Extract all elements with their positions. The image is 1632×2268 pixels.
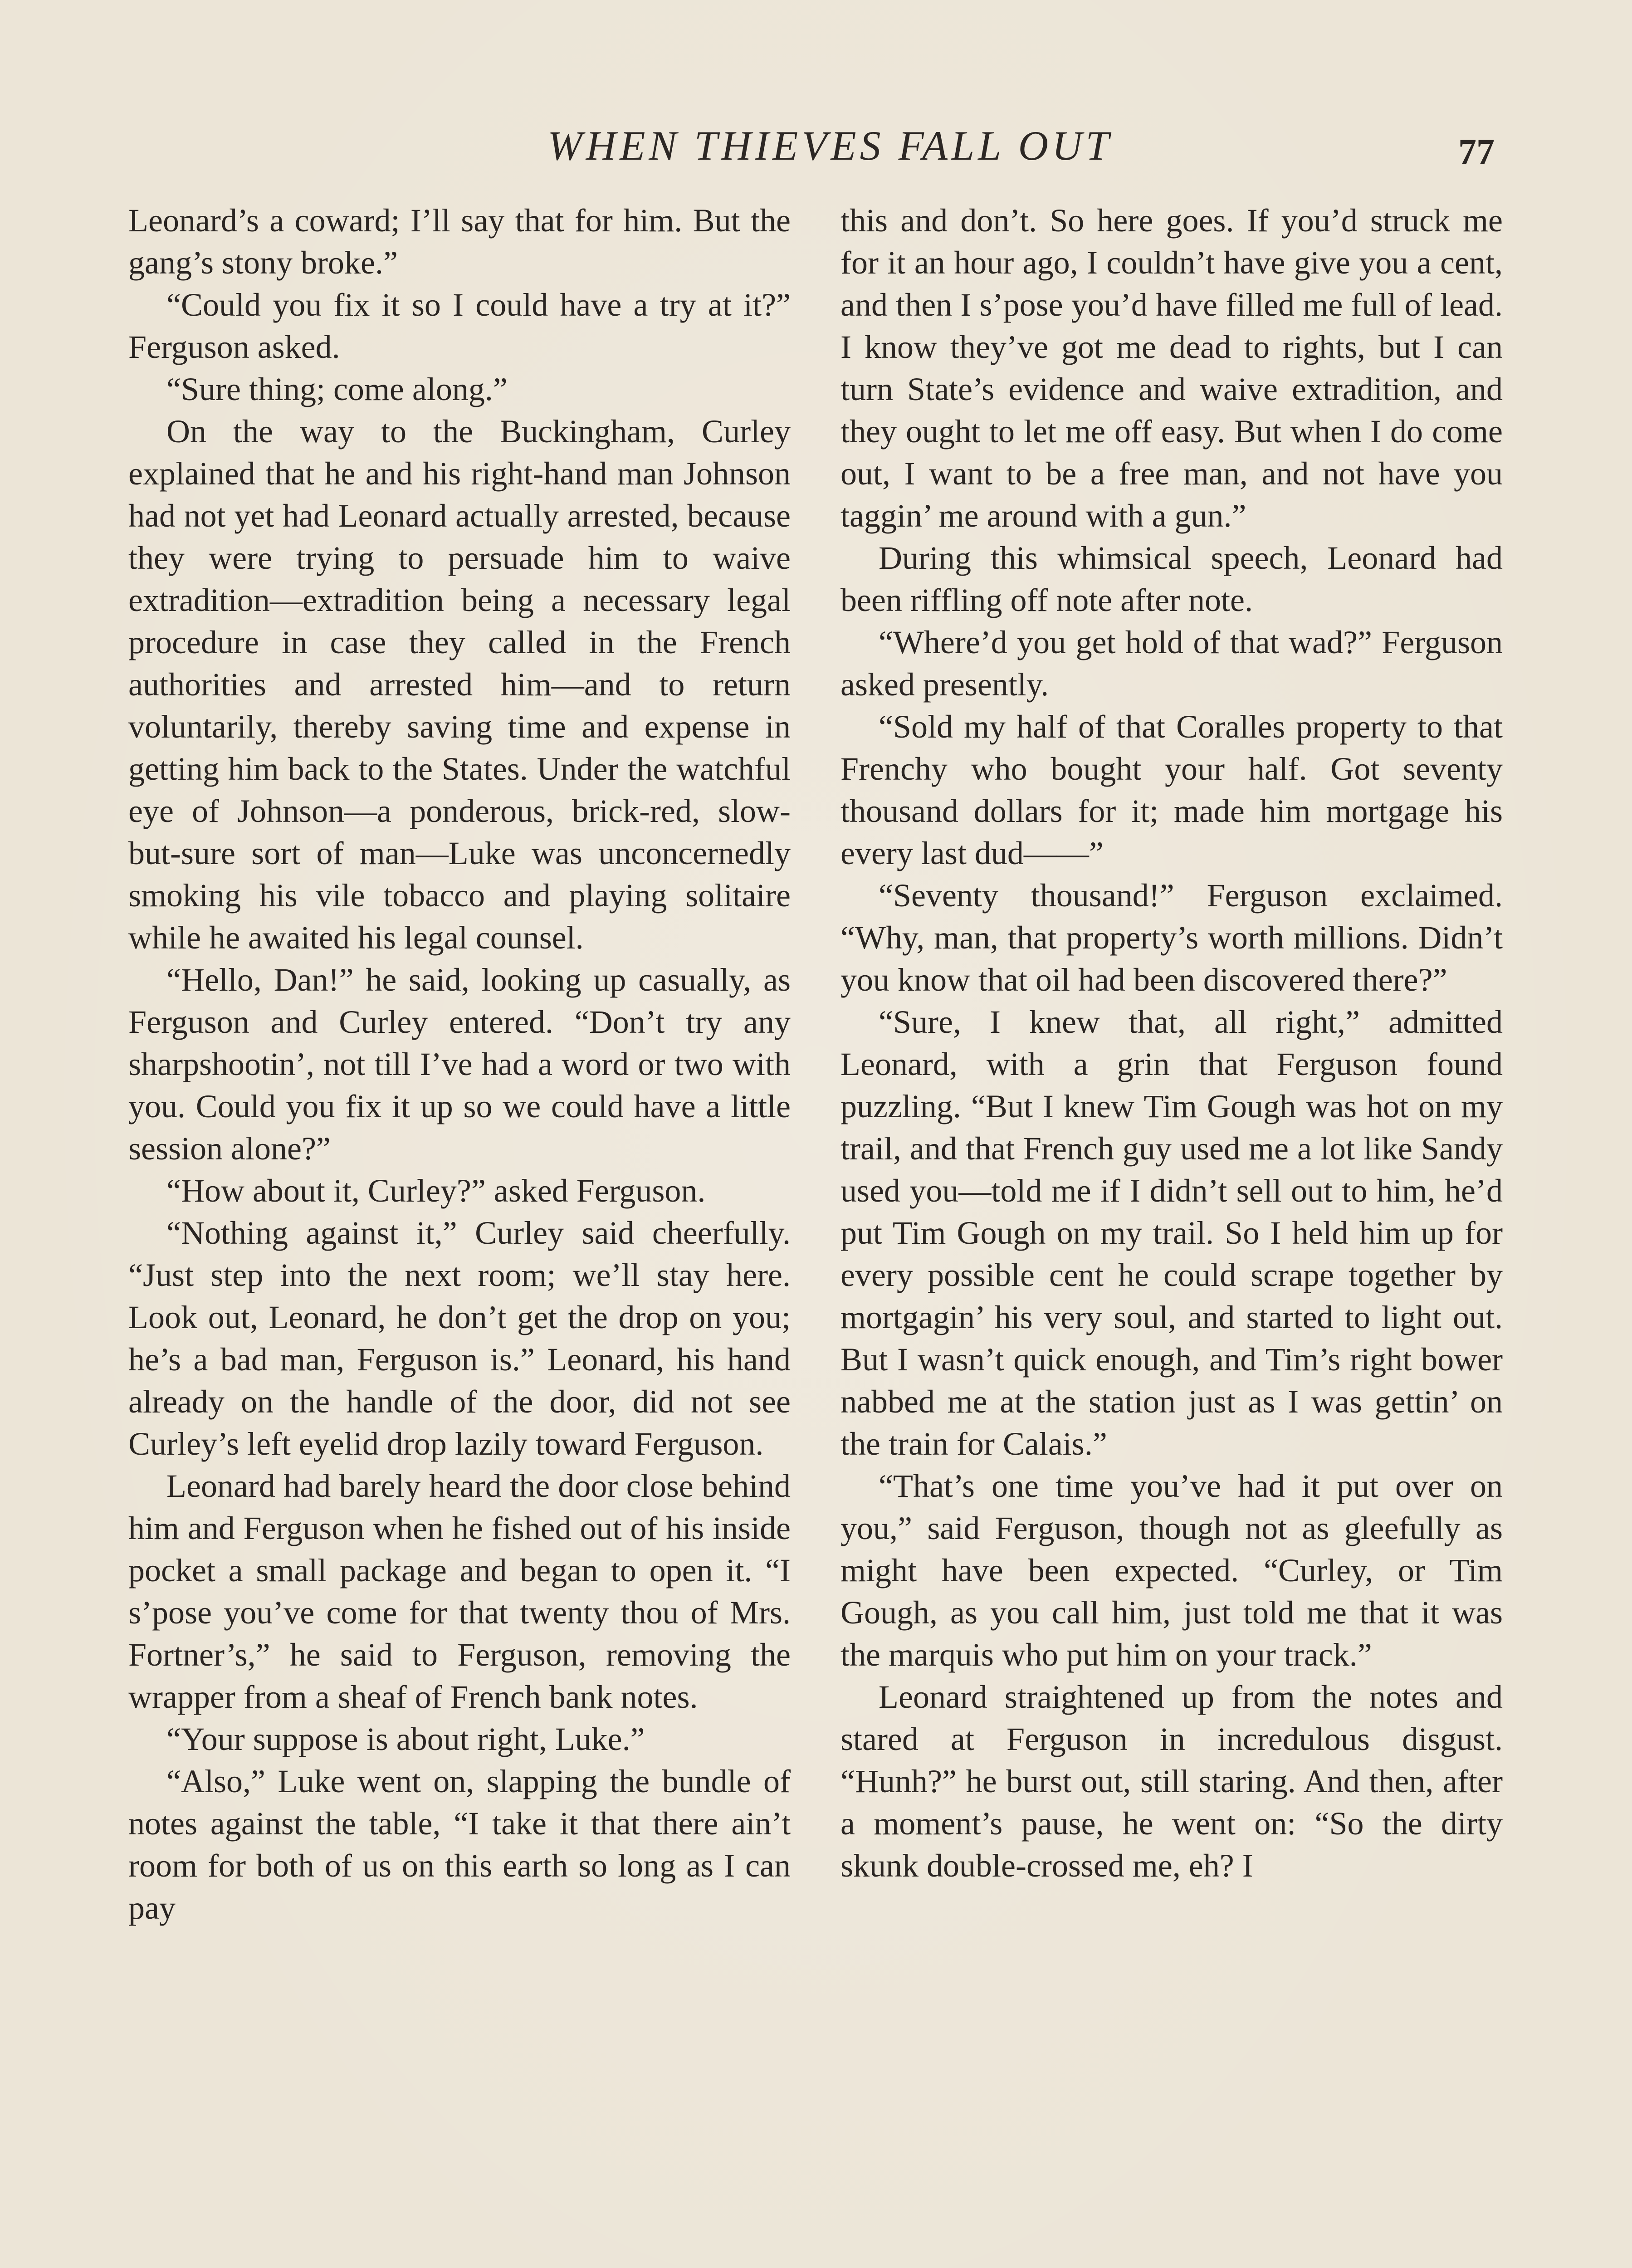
paragraph: “Hello, Dan!” he said, looking up casually, as Ferguson and Curley entered. “Don’t try any sharpshootin’, not till I’ve had a word or two with you. Could you fix it up so we could have a little session alone?” (128, 962, 791, 1167)
paragraph: “Sure, I knew that, all right,” admitted Leonard, with a grin that Ferguson found puzzling. “But I knew Tim Gough was hot on my trail, and that French guy used me a lot like Sandy used you—told me if I didn’t sell out to him, he’d put Tim Gough on my trail. So I held him up for every possible cent he could scrape together by mortgagin’ his very soul, and started to light out. But I wasn’t quick enough, and Tim’s right bower nabbed me at the station just as I was gettin’ on the train for Calais.” (840, 1004, 1503, 1462)
paragraph: “Could you fix it so I could have a try at it?” Ferguson asked. (128, 287, 791, 365)
paragraph: On the way to the Buckingham, Curley explained that he and his right-hand man Johnson had not yet had Leonard actually arrested, because they were trying to persuade him to waive extradition—extradition being a necessary legal procedure in case they called in the French authorities and arrested him—and to return voluntarily, thereby saving time and expense in getting him back to the States. Under the watchful eye of Johnson—a ponderous, brick-red, slow-but-sure sort of man—Luke was unconcernedly smoking his vile tobacco and playing solitaire while he awaited his legal counsel. (128, 413, 791, 956)
paragraph: Leonard had barely heard the door close behind him and Ferguson when he fished out of his inside pocket a small package and began to open it. “I s’pose you’ve come for that twenty thou of Mrs. Fortner’s,” he said to Ferguson, removing the wrapper from a sheaf of French bank notes. (128, 1468, 791, 1715)
page-number: 77 (1458, 132, 1495, 172)
paragraph: Leonard’s a coward; I’ll say that for him. But the gang’s stony broke.” (128, 202, 791, 281)
running-head-title: WHEN THIEVES FALL OUT (547, 122, 1113, 169)
paragraph: “Your suppose is about right, Luke.” (166, 1721, 645, 1757)
left-column (128, 200, 791, 1929)
paragraph: “Sold my half of that Coralles property to that Frenchy who bought your half. Got seventy thousand dollars for it; made him mortgage his every last dud——” (840, 709, 1503, 871)
paragraph: “Nothing against it,” Curley said cheerfully. “Just step into the next room; we’ll stay here. Look out, Leonard, he don’t get the drop on you; he’s a bad man, Ferguson is.” Leonard, his hand already on the handle of the door, did not see Curley’s left eyelid drop lazily toward Ferguson. (128, 1215, 791, 1462)
paragraph: “Seventy thousand!” Ferguson exclaimed. “Why, man, that property’s worth millions. Didn’t you know that oil had been discovered there?” (840, 877, 1503, 998)
paragraph: During this whimsical speech, Leonard had been riffling off note after note. (840, 540, 1503, 618)
paragraph: “How about it, Curley?” asked Ferguson. (166, 1173, 706, 1209)
paragraph: “Also,” Luke went on, slapping the bundle of notes against the table, “I take it that there ain’t room for both of us on this earth so long as I can pay (128, 1763, 791, 1926)
paragraph: “Where’d you get hold of that wad?” Ferguson asked presently. (840, 624, 1503, 703)
right-column (840, 200, 1503, 1887)
paragraph: this and don’t. So here goes. If you’d struck me for it an hour ago, I couldn’t have give you a cent, and then I s’pose you’d have filled me full of lead. I know they’ve got me dead to rights, but I can turn State’s evidence and waive extradition, and they ought to let me off easy. But when I do come out, I want to be a free man, and not have you taggin’ me around with a gun.” (840, 202, 1503, 534)
paragraph: “Sure thing; come along.” (166, 371, 508, 407)
paragraph: “That’s one time you’ve had it put over on you,” said Ferguson, though not as gleefully as might have been expected. “Curley, or Tim Gough, as you call him, just told me that it was the marquis who put him on your track.” (840, 1468, 1503, 1673)
paragraph: Leonard straightened up from the notes and stared at Ferguson in incredulous disgust. “Hunh?” he burst out, still staring. And then, after a moment’s pause, he went on: “So the dirty skunk double-crossed me, eh? I (840, 1679, 1503, 1884)
